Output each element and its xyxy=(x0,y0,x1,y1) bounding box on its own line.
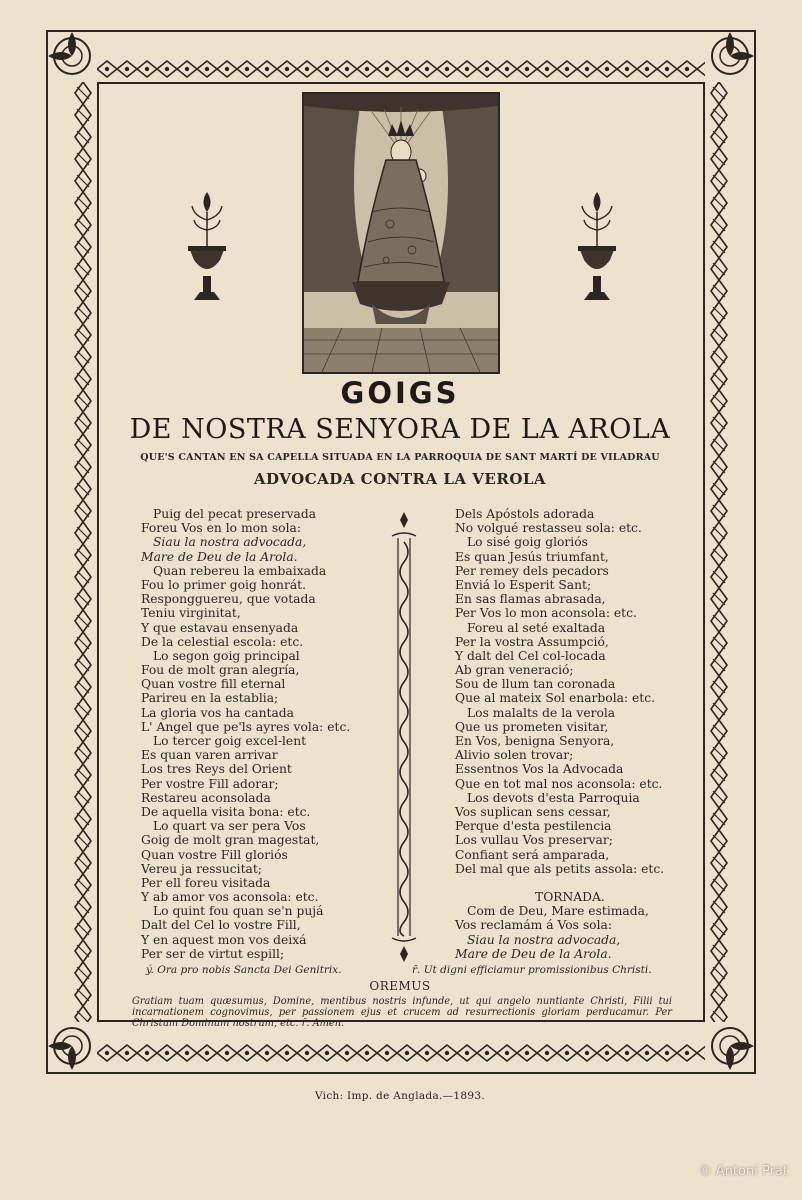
verse-line: Mare de Deu de la Arola. xyxy=(455,946,612,961)
verse-line: L' Angel que pe'ls ayres vola: etc. xyxy=(141,719,351,734)
verse-line: Goig de molt gran magestat, xyxy=(141,833,320,848)
verse-line: Y en aquest mon vos deixá xyxy=(141,932,307,947)
verse-line: Enviá lo Esperit Sant; xyxy=(455,577,592,592)
verse-line: De aquella visita bona: etc. xyxy=(141,804,311,819)
verse-line: Confiant será amparada, xyxy=(455,847,610,862)
verse-line: En sas flamas abrasada, xyxy=(455,592,606,607)
ornament-corner-icon xyxy=(44,1018,100,1074)
versicle-text: ý. Ora pro nobis Sancta Dei Genitrix. xyxy=(146,964,342,976)
verse-line: Que en tot mal nos aconsola: etc. xyxy=(455,776,663,791)
verses-left-column xyxy=(141,507,350,961)
madonna-engraving xyxy=(302,92,500,374)
verse-line: Lo quint fou quan se'n pujá xyxy=(153,904,324,919)
verse-line: Per Vos lo mon aconsola: etc. xyxy=(455,606,637,621)
page-title: GOIGS xyxy=(340,376,460,410)
verse-line: Sou de llum tan coronada xyxy=(455,677,616,692)
imprint-line: Vich: Imp. de Anglada.—1893. xyxy=(314,1090,485,1102)
chapel-line: QUE'S CANTAN EN SA CAPELLA SITUADA EN LA PARROQUIA DE SANT MARTÍ DE VILADRAU xyxy=(140,452,660,463)
verse-line: Lo segon goig principal xyxy=(153,648,300,663)
verse-line: Quan rebereu la embaixada xyxy=(153,563,327,578)
verse-line: Los tres Reys del Orient xyxy=(141,762,292,777)
verse-line: Respongguereu, que votada xyxy=(141,592,316,607)
verse-line: Vos reclamám á Vos sola: xyxy=(455,918,612,933)
verse-line: Siau la nostra advocada, xyxy=(153,535,307,550)
verse-line: Y ab amor vos aconsola: etc. xyxy=(141,890,319,905)
verse-line: Quan vostre Fill gloriós xyxy=(141,847,288,862)
verse-line: Vos suplican sens cessar, xyxy=(455,804,611,819)
verse-line: En Vos, benigna Senyora, xyxy=(455,734,615,748)
verse-line: Vereu ja ressucitat; xyxy=(141,861,262,876)
verse-line: De la celestial escola: etc. xyxy=(141,634,304,649)
verse-line: Fou de molt gran alegría, xyxy=(141,663,300,678)
page-subtitle: DE NOSTRA SENYORA DE LA AROLA xyxy=(129,414,671,445)
verse-line: Y dalt del Cel col-locada xyxy=(455,648,606,663)
verse-line: No volgué restasseu sola: etc. xyxy=(455,521,642,536)
verse-line: Teniu virginitat, xyxy=(141,606,241,621)
vine-divider-icon xyxy=(386,512,422,962)
bottom-ornament-band xyxy=(97,1042,705,1064)
right-ornament-band xyxy=(708,82,730,1022)
verse-line: Foreu al seté exaltada xyxy=(467,620,606,635)
oremus-heading: OREMUS xyxy=(369,979,431,993)
verse-line: Foreu Vos en lo mon sola: xyxy=(141,521,301,536)
verse-line: Per la vostra Assumpció, xyxy=(455,634,609,649)
verse-line: Lo quart va ser pera Vos xyxy=(153,819,306,834)
verse-line: Que us prometen visitar, xyxy=(455,719,609,734)
verse-line: Lo sisé goig gloriós xyxy=(467,535,588,550)
verse-line: Quan vostre fill eternal xyxy=(141,677,286,692)
verse-line: Per ell foreu visitada xyxy=(141,875,271,890)
vase-flower-icon xyxy=(186,190,228,308)
verse-line: Perque d'esta pestilencia xyxy=(455,819,612,834)
prayer-text: Gratiam tuam quæsumus, Domine, mentibus nostris infunde, ut qui angelo nuntiante Christi, Filii tui incarnationem cognovimus, per passionem ejus et crucem ad resurrectionis gloriam perducamur. Per Christum Dominum nostrum, etc. ȓ. Amen. xyxy=(132,996,672,1029)
watermark: © Antoni Prat xyxy=(698,1164,788,1179)
verse-line: Los vullau Vos preservar; xyxy=(455,833,613,848)
verse-line: Es quan varen arrivar xyxy=(141,748,278,763)
verse-line: Parireu en la establia; xyxy=(141,691,279,706)
verse-line: Los malalts de la verola xyxy=(467,705,616,720)
verses-right-column xyxy=(455,507,664,961)
verse-line: Alivio solen trovar; xyxy=(455,748,574,763)
top-ornament-band xyxy=(97,58,705,80)
verse-line xyxy=(455,876,664,890)
verse-line: Puig del pecat preservada xyxy=(153,507,317,521)
verse-line: Restareu aconsolada xyxy=(141,790,271,805)
verse-line: Dels Apóstols adorada xyxy=(455,507,595,521)
ornament-corner-icon xyxy=(44,28,100,84)
verse-line: Que al mateix Sol enarbola: etc. xyxy=(455,691,656,706)
verse-line: Siau la nostra advocada, xyxy=(467,932,621,947)
ornament-corner-icon xyxy=(702,1018,758,1074)
verse-line: Com de Deu, Mare estimada, xyxy=(467,904,649,919)
ornament-corner-icon xyxy=(702,28,758,84)
verse-line: Dalt del Cel lo vostre Fill, xyxy=(141,918,301,933)
verse-line: Del mal que als petits assola: etc. xyxy=(455,861,665,876)
verse-line: Es quan Jesús triumfant, xyxy=(455,549,609,564)
verse-line: Per remey dels pecadors xyxy=(455,563,609,578)
verse-line: Ab gran veneració; xyxy=(455,663,574,678)
verse-line: Los devots d'esta Parroquia xyxy=(467,790,640,805)
vase-flower-icon xyxy=(576,190,618,308)
verse-line: Fou lo primer goig honrát. xyxy=(141,577,307,592)
advocada-heading: ADVOCADA CONTRA LA VEROLA xyxy=(253,470,547,488)
verse-line: Per ser de virtut espill; xyxy=(141,946,285,961)
verse-line: TORNADA. xyxy=(535,890,605,905)
verse-line: La gloria vos ha cantada xyxy=(141,705,295,720)
response-text: ȓ. Ut digni efficiamur promissionibus Christi. xyxy=(412,964,652,976)
left-ornament-band xyxy=(72,82,94,1022)
verse-line: Per vostre Fill adorar; xyxy=(141,776,279,791)
verse-line: Mare de Deu de la Arola. xyxy=(141,549,298,564)
verse-line: Y que estavau ensenyada xyxy=(141,620,299,635)
verse-line: Essentnos Vos la Advocada xyxy=(455,762,624,777)
verse-line: Lo tercer goig excel-lent xyxy=(153,734,307,748)
